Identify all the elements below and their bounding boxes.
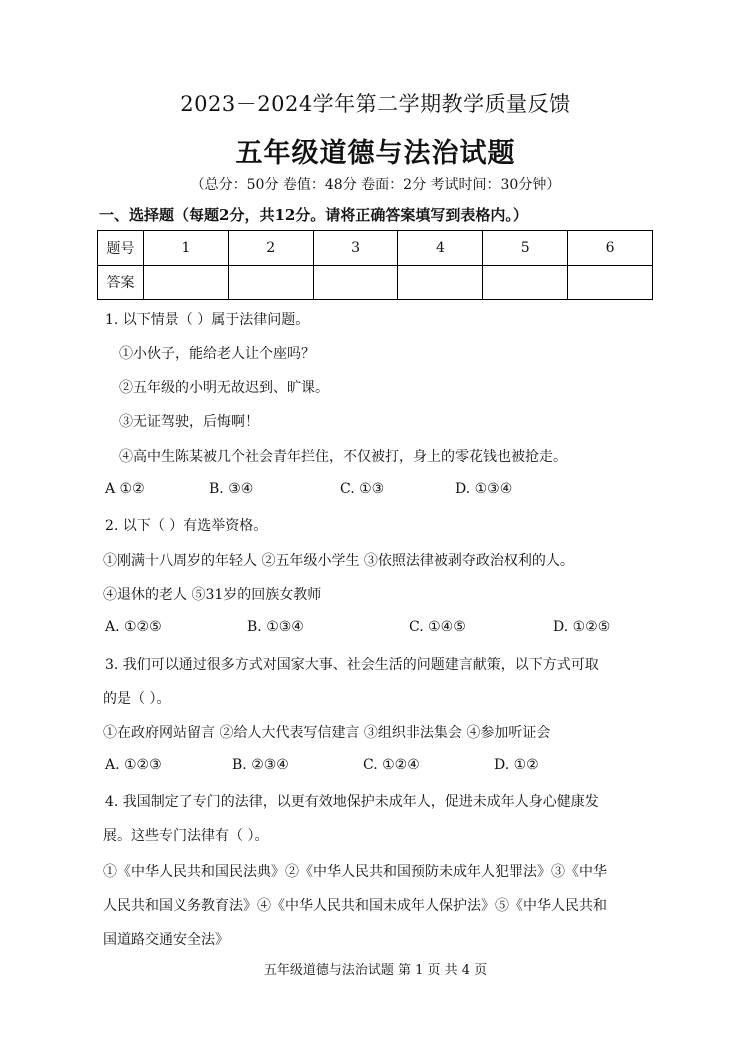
- question-1-option: C. ①③: [340, 481, 385, 497]
- question-2-option: C. ①④⑤: [409, 619, 466, 635]
- question-4-item: ①《中华人民共和国民法典》②《中华人民共和国预防未成年人犯罪法》③《中华: [103, 864, 607, 880]
- table-row-numbers: [98, 231, 653, 266]
- question-2-item: ④退休的老人 ⑤31岁的回族女教师: [103, 587, 322, 603]
- question-number-cell: 6: [568, 231, 653, 266]
- table-row-label: 题号: [98, 231, 144, 266]
- answer-cell[interactable]: [228, 265, 313, 300]
- question-3-stem: 的是（ ）。: [103, 691, 171, 707]
- question-3-option: A. ①②③: [105, 757, 162, 773]
- answer-cell[interactable]: [483, 265, 568, 300]
- question-4-stem: 展。这些专门法律有（ ）。: [103, 828, 269, 844]
- question-3-option: C. ①②④: [363, 757, 420, 773]
- question-number-cell: 2: [228, 231, 313, 266]
- question-number-cell: 5: [483, 231, 568, 266]
- answer-table: [97, 230, 653, 300]
- question-1-stem: 1. 以下情景（ ）属于法律问题。: [105, 312, 310, 328]
- question-3-item: ①在政府网站留言 ②给人大代表写信建言 ③组织非法集会 ④参加听证会: [103, 725, 551, 741]
- table-row-label: 答案: [98, 265, 144, 300]
- table-row-answers: [98, 265, 653, 300]
- page-footer: 五年级道德与法治试题 第 1 页 共 4 页: [263, 963, 488, 978]
- answer-cell[interactable]: [144, 265, 229, 300]
- question-1-item: ②五年级的小明无故迟到、旷课。: [119, 380, 329, 396]
- question-number-cell: 4: [398, 231, 483, 266]
- question-1-item: ①小伙子，能给老人让个座吗？: [119, 346, 315, 362]
- question-2-option: B. ①③④: [247, 619, 304, 635]
- question-number-cell: 1: [144, 231, 229, 266]
- question-4-item: 人民共和国义务教育法》④《中华人民共和国未成年人保护法》⑤《中华人民共和: [103, 898, 607, 914]
- question-3-option: D. ①②: [494, 757, 539, 773]
- question-4-stem: 4. 我国制定了专门的法律，以更有效地保护未成年人，促进未成年人身心健康发: [105, 794, 599, 810]
- question-1-option: D. ①③④: [455, 481, 513, 497]
- question-2-stem: 2. 以下（ ）有选举资格。: [105, 518, 268, 534]
- exam-header: 2023－2024学年第二学期教学质量反馈: [180, 92, 571, 116]
- question-3-option: B. ②③④: [232, 757, 289, 773]
- section-heading: 一、选择题（每题2分，共12分。请将正确答案填写到表格内。）: [99, 206, 528, 224]
- question-1-item: ④高中生陈某被几个社会青年拦住，不仅被打，身上的零花钱也被抢走。: [119, 449, 567, 465]
- question-2-item: ①刚满十八周岁的年轻人 ②五年级小学生 ③依照法律被剥夺政治权利的人。: [103, 553, 574, 569]
- exam-title: 五年级道德与法治试题: [235, 138, 516, 169]
- question-2-option: A. ①②⑤: [105, 619, 162, 635]
- question-3-stem: 3. 我们可以通过很多方式对国家大事、社会生活的问题建言献策，以下方式可取: [105, 657, 599, 673]
- answer-cell[interactable]: [398, 265, 483, 300]
- question-number-cell: 3: [313, 231, 398, 266]
- answer-cell[interactable]: [568, 265, 653, 300]
- answer-cell[interactable]: [313, 265, 398, 300]
- question-4-item: 国道路交通安全法》: [103, 932, 229, 948]
- question-2-option: D. ①②⑤: [553, 619, 611, 635]
- question-1-option: B. ③④: [209, 481, 254, 497]
- question-1-option: A ①②: [105, 481, 145, 497]
- question-1-item: ③无证驾驶，后悔啊！: [119, 414, 259, 430]
- score-info: （总分：50分 卷值：48分 卷面：2分 考试时间：30分钟）: [190, 177, 561, 193]
